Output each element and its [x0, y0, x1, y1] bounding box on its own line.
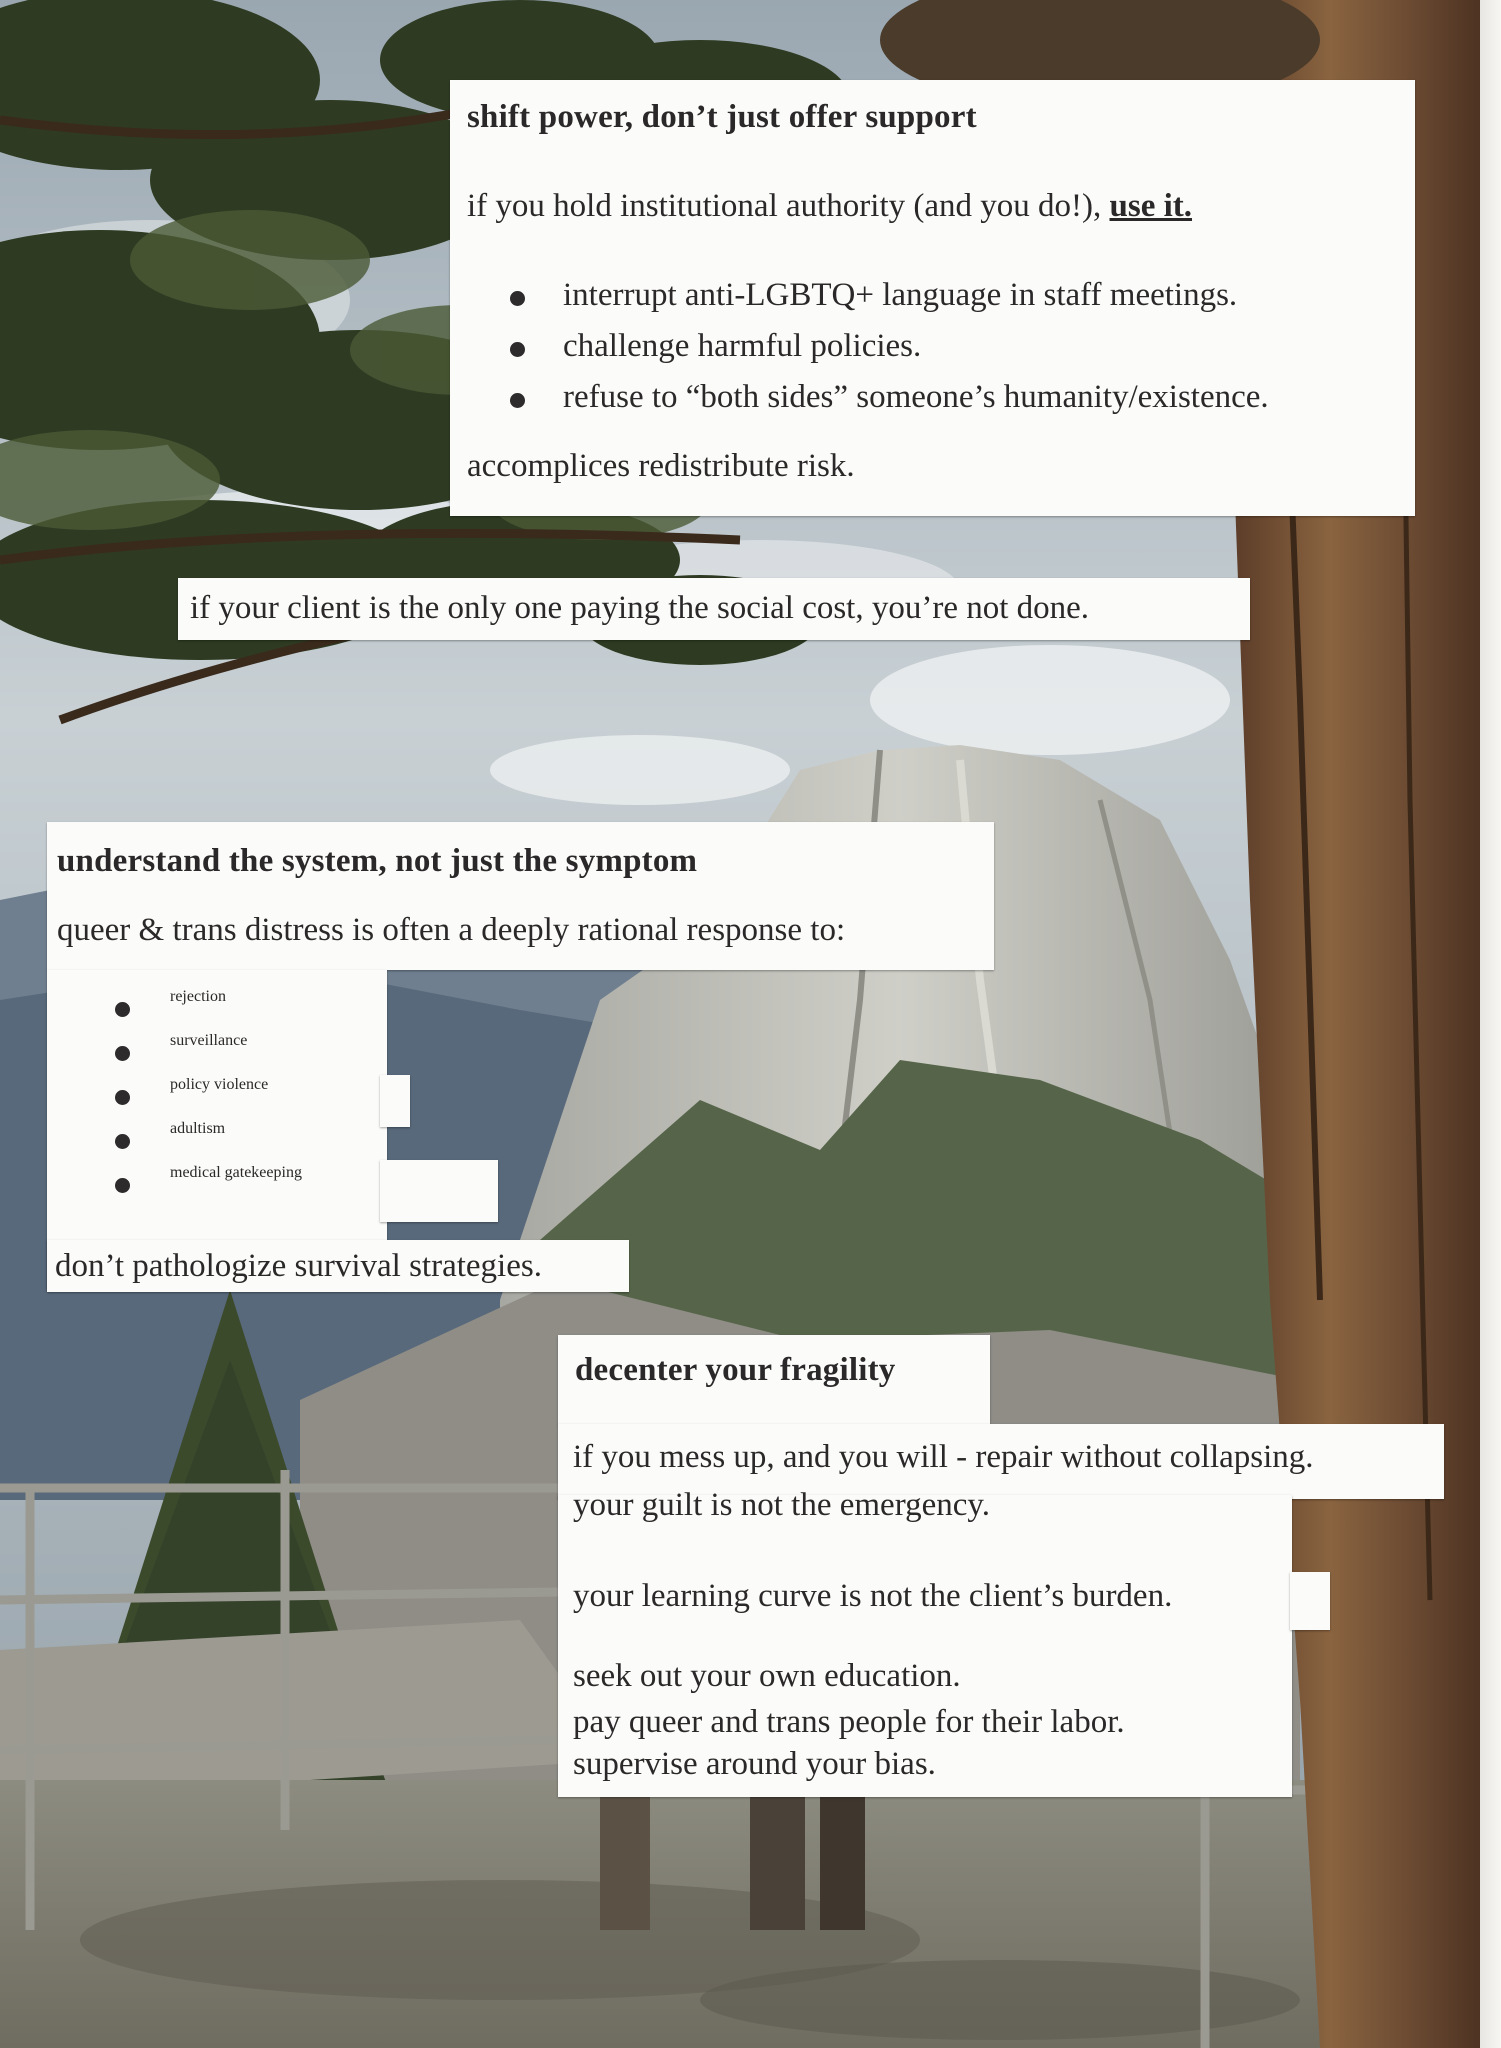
clipping-survival	[47, 1240, 629, 1292]
bullet-text: refuse to “both sides” someone’s humanity/existence.	[563, 379, 1269, 415]
bullet-dot-icon	[115, 1178, 130, 1193]
clipping-system-list-ext	[380, 1075, 410, 1127]
accomplices-line: accomplices redistribute risk.	[467, 448, 855, 484]
bullet-dot-icon	[510, 393, 525, 408]
clipping-fragility-mid	[1290, 1572, 1330, 1630]
bullet-dot-icon	[510, 342, 525, 357]
fragility-line-1: if you mess up, and you will - repair without collapsing.	[573, 1439, 1314, 1475]
social-cost-line: if your client is the only one paying the social cost, you’re not done.	[190, 590, 1090, 626]
list-item	[115, 1120, 302, 1164]
list-item	[510, 326, 1269, 377]
use-it-emphasis: use it.	[1109, 188, 1193, 224]
bullet-text: policy violence	[170, 1076, 269, 1093]
fragility-line-6: supervise around your bias.	[573, 1746, 936, 1782]
list-item	[115, 988, 302, 1032]
bullet-text: rejection	[170, 988, 226, 1005]
bullet-text: adultism	[170, 1120, 226, 1137]
bullet-text: challenge harmful policies.	[563, 328, 922, 364]
heading-system-symptom: understand the system, not just the symptom	[57, 843, 698, 879]
heading-shift-power: shift power, don’t just offer support	[467, 99, 977, 135]
list-item	[115, 1076, 302, 1120]
clipping-shift-power	[450, 80, 1415, 516]
clipping-system-symptom	[47, 822, 994, 970]
power-actions-list	[510, 275, 1269, 428]
clipping-system-list-ext2	[380, 1160, 498, 1222]
list-item	[115, 1164, 302, 1208]
bullet-text: interrupt anti-LGBTQ+ language in staff meetings.	[563, 277, 1238, 313]
authority-text: if you hold institutional authority (and you do!),	[467, 188, 1102, 224]
list-item	[510, 275, 1269, 326]
bullet-text: medical gatekeeping	[170, 1164, 302, 1181]
fragility-line-5: pay queer and trans people for their labor.	[573, 1704, 1125, 1740]
fragility-line-3: your learning curve is not the client’s burden.	[573, 1578, 1173, 1614]
bullet-dot-icon	[115, 1046, 130, 1061]
distress-line: queer & trans distress is often a deeply rational response to:	[57, 912, 846, 948]
list-item	[115, 1032, 302, 1076]
paper-edge	[1480, 0, 1501, 2048]
bullet-dot-icon	[115, 1090, 130, 1105]
heading-fragility: decenter your fragility	[575, 1352, 896, 1388]
clipping-fragility-heading	[558, 1335, 990, 1425]
distress-causes-list	[115, 988, 302, 1208]
survival-line: don’t pathologize survival strategies.	[55, 1248, 542, 1284]
bullet-dot-icon	[115, 1002, 130, 1017]
authority-line	[467, 186, 1192, 226]
fragility-line-4: seek out your own education.	[573, 1658, 961, 1694]
bullet-dot-icon	[115, 1134, 130, 1149]
clipping-social-cost	[178, 578, 1250, 640]
bullet-dot-icon	[510, 291, 525, 306]
bullet-text: surveillance	[170, 1032, 248, 1049]
fragility-line-2: your guilt is not the emergency.	[573, 1487, 990, 1523]
list-item	[510, 377, 1269, 428]
